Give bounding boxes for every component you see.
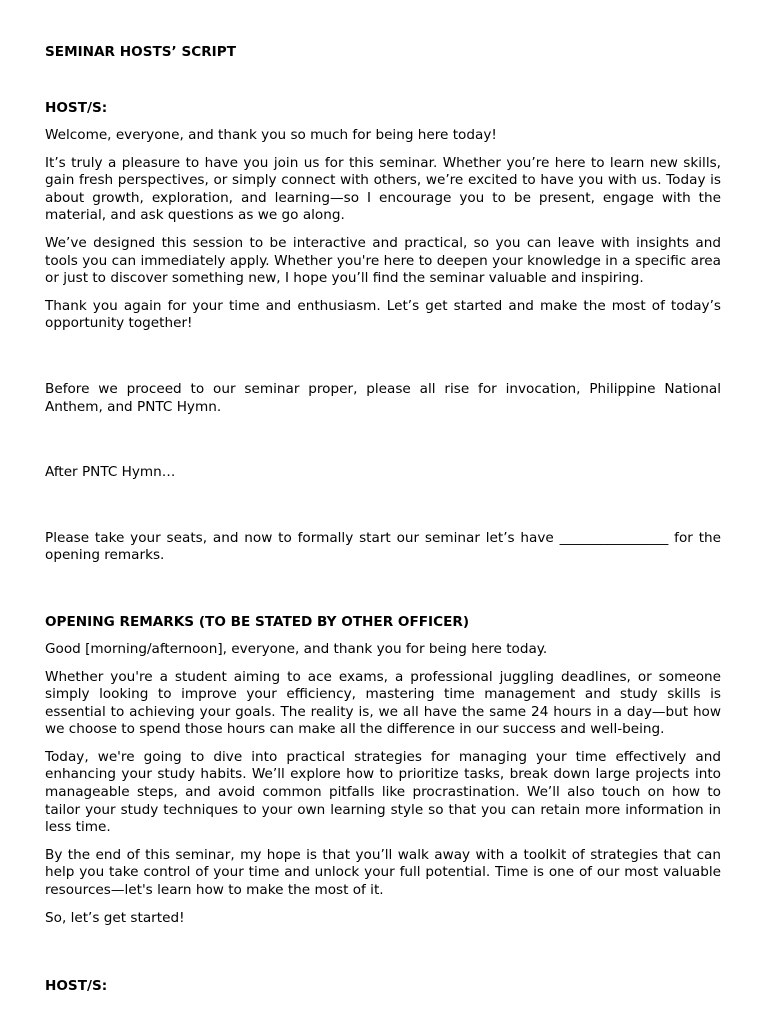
spacer — [45, 426, 721, 464]
after-hymn-note: After PNTC Hymn… — [45, 464, 176, 481]
take-seats-paragraph: Please take your seats, and now to formally start our seminar let’s have ________________ for the opening remarks. — [45, 529, 721, 564]
spacer — [45, 343, 721, 381]
spacer — [45, 492, 721, 530]
audience-paragraph: Whether you're a student aiming to ace exams, a professional juggling deadlines, or someone simply looking to improve your efficiency, mastering time management and study skills is essential to achieving your goals. The reality is, we all have the same 24 hours in a day—but how we choose to spend those hours can make all the difference in our success and well-being. — [45, 668, 721, 738]
spacer — [45, 117, 721, 127]
invocation-paragraph: Before we proceed to our seminar proper, please all rise for invocation, Philippine National Anthem, and PNTC Hymn. — [45, 380, 721, 415]
welcome-paragraph: Welcome, everyone, and thank you so much for being here today! — [45, 127, 497, 143]
opening-remarks-heading: OPENING REMARKS (TO BE STATED BY OTHER OFFICER) — [45, 613, 470, 630]
thank-you-paragraph: Thank you again for your time and enthusiasm. Let’s get started and make the most of today’s opportunity together! — [45, 297, 721, 332]
spacer — [45, 575, 721, 613]
host-heading-second: HOST/S: — [45, 978, 108, 995]
session-design-paragraph: We’ve designed this session to be interactive and practical, so you can leave with insights and tools you can immediately apply. Whether you're here to deepen your knowledge in a specific area or just to discover something new, I hope you’ll find the seminar valuable and inspiring. — [45, 234, 721, 287]
toolkit-paragraph: By the end of this seminar, my hope is that you’ll walk away with a toolkit of strategies that can help you take control of your time and unlock your full potential. Time is one of our most valuable resources—let's learn how to make the most of it. — [45, 846, 721, 899]
greeting-paragraph: Good [morning/afternoon], everyone, and thank you for being here today. — [45, 640, 548, 657]
host-heading: HOST/S: — [45, 100, 108, 116]
pleasure-paragraph: It’s truly a pleasure to have you join us for this seminar. Whether you’re here to learn new skills, gain fresh perspectives, or simply connect with others, we’re excited to have you with us. Today is about growth, exploration, and learning—so I encourage you to be present, engage with the material, and ask questions as we go along. — [45, 154, 721, 224]
spacer — [45, 937, 721, 977]
get-started-paragraph: So, let’s get started! — [45, 909, 185, 926]
spacer — [45, 631, 721, 641]
strategies-paragraph: Today, we're going to dive into practical strategies for managing your time effectively and enhancing your study habits. We’ll explore how to prioritize tasks, break down large projects into manageable steps, and avoid common pitfalls like procrastination. We’ll also touch on how to tailor your study techniques to your own learning style so that you can retain more information in less time. — [45, 748, 721, 836]
spacer — [45, 61, 721, 99]
document-title: SEMINAR HOSTS’ SCRIPT — [45, 44, 236, 60]
document-page — [45, 43, 721, 995]
